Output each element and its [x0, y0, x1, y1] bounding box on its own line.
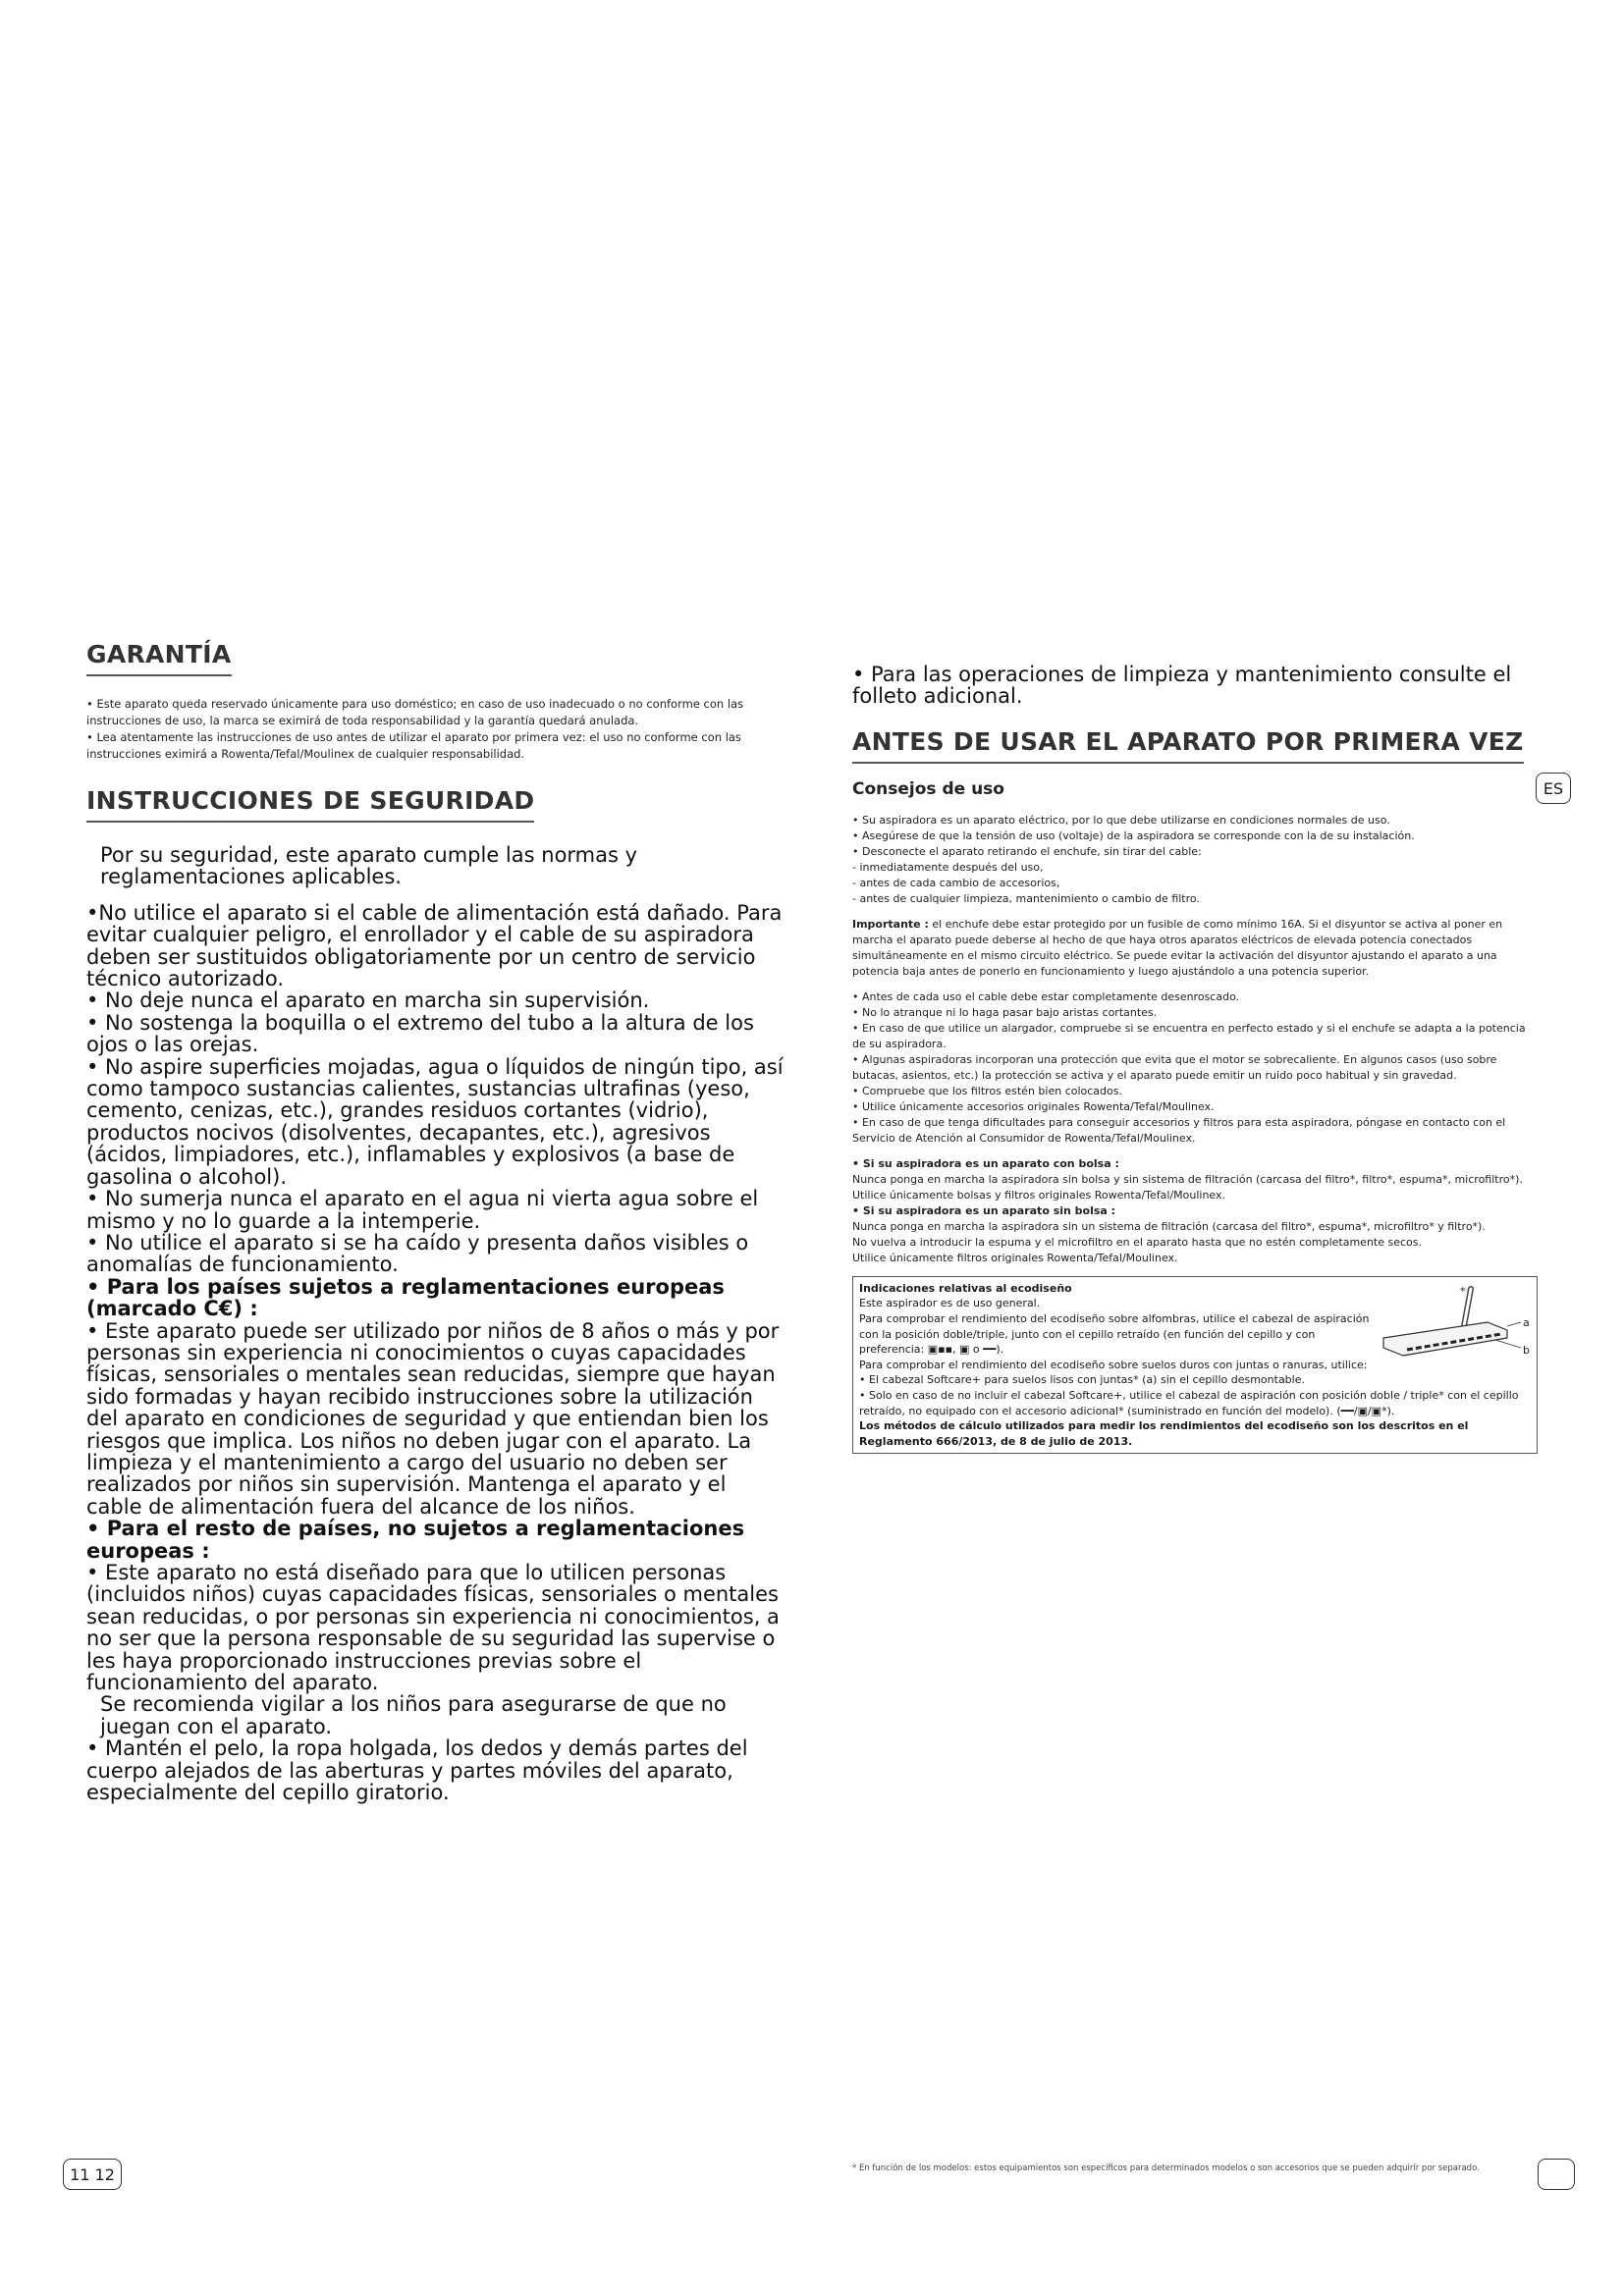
- ecodesign-line: Este aspirador es de uso general.: [859, 1297, 1041, 1310]
- importante-paragraph: [852, 917, 1538, 980]
- rest-text-2: Se recomienda vigilar a los niños para asegurarse de que no juegan con el aparato.: [100, 1692, 727, 1738]
- ecodesign-title: Indicaciones relativas al ecodiseño: [859, 1281, 1072, 1295]
- seguridad-item: • No aspire superficies mojadas, agua o líquidos de ningún tipo, así como tampoco sustancias calientes, sustancias ultrafinas (yeso, cemento, cenizas, etc.), grandes residuos cortantes (vidrio), productos nocivos (disolventes, decapantes, etc.), agresivos (ácidos, limpiadores, etc.), inflamables y explosivos (a base de gasolina o alcohol).: [86, 1054, 784, 1189]
- hair-text: • Mantén el pelo, la ropa holgada, los dedos y demás partes del cuerpo alejados de las aberturas y partes móviles del aparato, especialmente del cepillo giratorio.: [86, 1736, 748, 1805]
- consejos-body: [852, 813, 1538, 1266]
- bolsa-text: Utilice únicamente bolsas y filtros originales Rowenta/Tefal/Moulinex.: [852, 1188, 1226, 1201]
- ecodesign-regulation: Los métodos de cálculo utilizados para medir los rendimientos del ecodiseño son los descritos en el Reglamento 666/2013, de 8 de julio de 2013.: [859, 1419, 1469, 1448]
- bolsa-text: Nunca ponga en marcha la aspiradora sin bolsa y sin sistema de filtración (carcasa del filtro*, filtro*, espuma*, microfiltro*).: [852, 1172, 1523, 1186]
- seguridad-body: [86, 844, 785, 1803]
- rest-heading: • Para el resto de países, no sujetos a reglamentaciones europeas :: [86, 1517, 745, 1563]
- seguridad-intro: Por su seguridad, este aparato cumple las normas y reglamentaciones aplicables.: [100, 843, 638, 889]
- importante-text: el enchufe debe estar protegido por un fusible de como mínimo 16A. Si el disyuntor se activa al poner en marcha el aparato puede deberse al hecho de que haya otros aparatos eléctricos de elevada potencia conectados simultáneamente en el mismo circuito eléctrico. Se puede evitar la activación del disyuntor ajustando el aparato a una potencia baja antes de ponerlo en funcionamiento y luego ajustándolo a una potencia superior.: [852, 917, 1503, 978]
- maintenance-note: • Para las operaciones de limpieza y mantenimiento consulte el folleto adicional.: [852, 663, 1512, 709]
- rest-text: • Este aparato no está diseñado para que lo utilicen personas (incluidos niños) cuyas capacidades físicas, sensoriales o mentales sean reducidas, o por personas sin experiencia ni conocimientos, a no ser que la persona responsable de su seguridad las supervise o les haya proporcionado instrucciones previas sobre el funcionamiento del aparato.: [86, 1561, 780, 1695]
- right-column: [852, 664, 1538, 1454]
- consejo-item: • Desconecte el aparato retirando el enchufe, sin tirar del cable:: [852, 844, 1202, 858]
- eu-heading: • Para los países sujetos a reglamentaciones europeas (marcado C€) :: [86, 1274, 725, 1321]
- consejo-item: • Antes de cada uso el cable debe estar completamente desenroscado.: [852, 989, 1240, 1003]
- consejo-item: • Compruebe que los filtros estén bien colocados.: [852, 1084, 1122, 1097]
- seguridad-item: • No utilice el aparato si se ha caído y presenta daños visibles o anomalías de funcionamiento.: [86, 1230, 749, 1277]
- ecodesign-box: [852, 1276, 1538, 1455]
- label-a: a: [1523, 1315, 1530, 1329]
- label-star: *: [1460, 1284, 1466, 1298]
- label-b: b: [1523, 1343, 1530, 1357]
- antes-title: ANTES DE USAR EL APARATO POR PRIMERA VEZ: [852, 727, 1524, 764]
- eu-text: • Este aparato puede ser utilizado por niños de 8 años o más y por personas sin experiencia ni conocimientos o cuyas capacidades físicas, sensoriales o mentales sean reducidas, siempre que hayan sido formadas y hayan recibido instrucciones sobre la utilización del aparato en condiciones de seguridad y que entiendan bien los riesgos que implica. Los niños no deben jugar con el aparato. La limpieza y el mantenimiento a cargo del usuario no deben ser realizados por niños sin supervisión. Mantenga el aparato y el cable de alimentación fuera del alcance de los niños.: [86, 1318, 780, 1519]
- ecodesign-line: Para comprobar el rendimiento del ecodiseño sobre alfombras, utilice el cabezal de aspiración con la posición doble/triple, junto con el cepillo retraído (en función del cepillo y con preferencia: ▣▪▪, ▣ o ━━).: [859, 1312, 1370, 1357]
- consejo-item: • Su aspiradora es un aparato eléctrico, por lo que debe utilizarse en condiciones normales de uso.: [852, 813, 1390, 827]
- bolsa-heading: • Si su aspiradora es un aparato con bolsa :: [852, 1156, 1119, 1170]
- page-number-right: [1538, 2159, 1575, 2190]
- seguridad-item: •No utilice el aparato si el cable de alimentación está dañado. Para evitar cualquier peligro, el enrollador y el cable de su aspiradora deben ser sustituidos obligatoriamente por un centro de servicio técnico autorizado.: [86, 900, 783, 991]
- consejo-item: • En caso de que utilice un alargador, compruebe si se encuentra en perfecto estado y si el enchufe se adapta a la potencia de su aspiradora.: [852, 1021, 1526, 1050]
- consejo-item: - antes de cualquier limpieza, mantenimiento o cambio de filtro.: [852, 891, 1200, 905]
- ecodesign-text: [859, 1281, 1380, 1373]
- consejo-item: - inmediatamente después del uso,: [852, 860, 1044, 874]
- sinbolsa-text: Nunca ponga en marcha la aspiradora sin un sistema de filtración (carcasa del filtro*, espuma*, microfiltro* y filtro*).: [852, 1219, 1486, 1233]
- sinbolsa-text: Utilice únicamente filtros originales Rowenta/Tefal/Moulinex.: [852, 1251, 1178, 1264]
- consejo-item: - antes de cada cambio de accesorios,: [852, 876, 1060, 889]
- language-badge: ES: [1536, 773, 1571, 804]
- garantia-item: • Lea atentamente las instrucciones de uso antes de utilizar el aparato por primera vez: el uso no conforme con las instrucciones eximirá a Rowenta/Tefal/Moulinex de cualquier responsabilidad.: [86, 730, 741, 761]
- ecodesign-line: • Solo en caso de no incluir el cabezal Softcare+, utilice el cabezal de aspiración con posición doble / triple* con el cepillo retraído, no equipado con el accesorio adicional* (suministrado en función del modelo). (━━/▣/▣*).: [859, 1388, 1519, 1417]
- seguridad-title: INSTRUCCIONES DE SEGURIDAD: [86, 786, 534, 823]
- seguridad-item: • No deje nunca el aparato en marcha sin supervisión.: [86, 988, 650, 1013]
- footnote: * En función de los modelos: estos equipamientos son específicos para determinados modelos o son accesorios que se pueden adquirir por separado.: [852, 2163, 1480, 2173]
- consejo-item: • Asegúrese de que la tensión de uso (voltaje) de la aspiradora se corresponde con la de su instalación.: [852, 828, 1415, 842]
- ecodesign-line: • El cabezal Softcare+ para suelos lisos con juntas* (a) sin el cepillo desmontable.: [859, 1373, 1305, 1387]
- sinbolsa-text: No vuelva a introducir la espuma y el microfiltro en el aparato hasta que no estén completamente secos.: [852, 1235, 1423, 1249]
- garantia-list: [86, 696, 785, 763]
- consejo-item: • Utilice únicamente accesorios originales Rowenta/Tefal/Moulinex.: [852, 1099, 1215, 1113]
- page-number: 11 12: [63, 2159, 122, 2190]
- seguridad-item: • No sostenga la boquilla o el extremo del tubo a la altura de los ojos o las orejas.: [86, 1010, 754, 1057]
- garantia-title: GARANTÍA: [86, 640, 232, 676]
- consejos-subtitle: Consejos de uso: [852, 778, 1004, 799]
- sinbolsa-heading: • Si su aspiradora es un aparato sin bolsa :: [852, 1203, 1116, 1217]
- importante-label: Importante :: [852, 917, 929, 931]
- consejo-item: • En caso de que tenga dificultades para conseguir accesorios y filtros para esta aspiradora, póngase en contacto con el Servicio de Atención al Consumidor de Rowenta/Tefal/Moulinex.: [852, 1115, 1506, 1145]
- nozzle-illustration: [1378, 1283, 1531, 1371]
- ecodesign-line: Para comprobar el rendimiento del ecodiseño sobre suelos duros con juntas o ranuras, utilice:: [859, 1358, 1368, 1371]
- garantia-item: • Este aparato queda reservado únicamente para uso doméstico; en caso de uso inadecuado o no conforme con las instrucciones de uso, la marca se eximirá de toda responsabilidad y la garantía quedará anulada.: [86, 697, 744, 727]
- seguridad-item: • No sumerja nunca el aparato en el agua ni vierta agua sobre el mismo y no lo guarde a la intemperie.: [86, 1187, 759, 1233]
- consejo-item: • No lo atranque ni lo haga pasar bajo aristas cortantes.: [852, 1005, 1158, 1019]
- consejo-item: • Algunas aspiradoras incorporan una protección que evita que el motor se sobrecaliente. En algunos casos (uso sobre butacas, asientos, etc.) la protección se activa y el aparato puede emitir un ruido poco habitual y sin gravedad.: [852, 1052, 1497, 1082]
- left-column: [86, 640, 785, 1803]
